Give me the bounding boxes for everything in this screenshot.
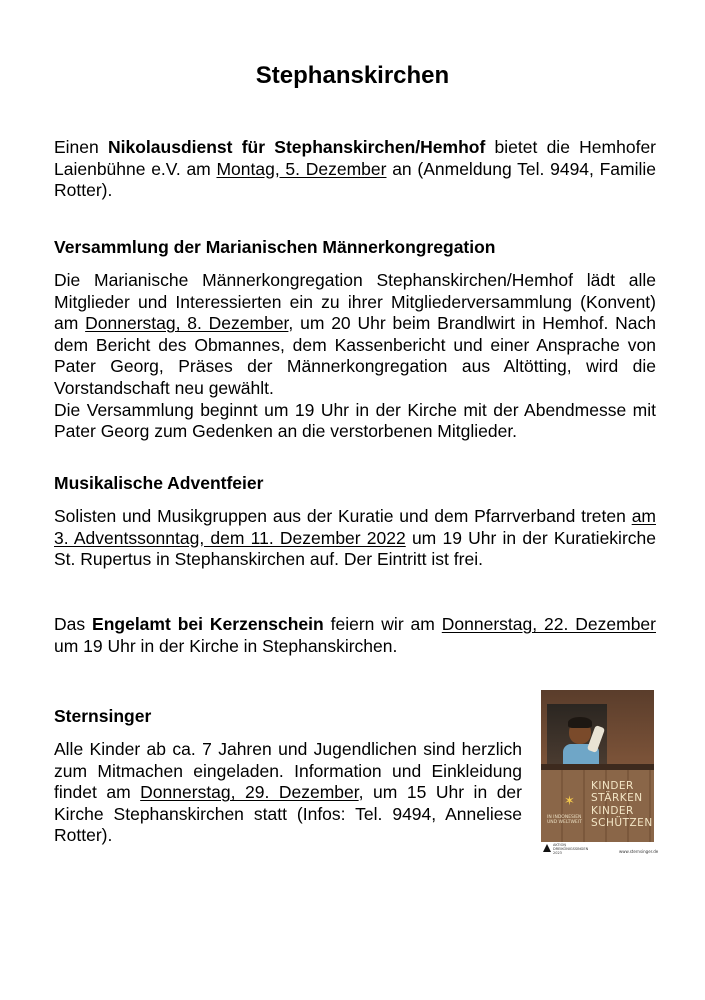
marian-paragraph: [54, 270, 656, 443]
poster-slogan-2b: SCHÜTZEN: [591, 817, 653, 829]
nikolaus-bold: Nikolausdienst für Stephanskirchen/Hemhof: [108, 137, 486, 157]
sternsinger-poster-image: [541, 690, 659, 858]
engelamt-date: Donnerstag, 22. Dezember: [441, 614, 656, 634]
star-icon: ✶: [564, 793, 575, 808]
engelamt-text-1: Das: [54, 614, 93, 634]
advent-paragraph: [54, 506, 656, 571]
nikolaus-text-2: bietet die Hemhofer Laienbühne e.V. am: [54, 137, 656, 179]
sternsinger-paragraph: [54, 739, 522, 847]
marian-heading: Versammlung der Marianischen Männerkongregation: [54, 237, 496, 257]
sternsinger-logo-icon: [543, 844, 551, 852]
poster-slogan-1a: KINDER: [591, 780, 634, 792]
poster-slogan-1: [591, 780, 651, 804]
marian-date: Donnerstag, 8. Dezember: [85, 313, 289, 334]
nikolaus-text-1: Einen: [54, 137, 108, 157]
nikolaus-date: Montag, 5. Dezember: [216, 158, 387, 179]
marian-text-1: Die Marianische Männerkongregation Stephanskirchen/Hemhof lädt alle Mitglieder und Interessierten ein zu ihrer Mitgliederversammlung (Konvent) am: [54, 270, 656, 334]
sternsinger-date: Donnerstag, 29. Dezember: [140, 782, 359, 803]
marian-text-2: , um 20 Uhr beim Brandlwirt in Hemhof. Nach dem Bericht des Obmannes, dem Kassenbericht und einer Ansprache von Pater Georg, Präses der Männerkongregation aus Altötting, wird die Vorstandschaft neu gewählt.: [54, 313, 656, 398]
engelamt-text-2: feiern wir am: [323, 614, 442, 634]
nikolaus-paragraph: [54, 137, 656, 202]
engelamt-paragraph: [54, 614, 656, 657]
sternsinger-text-1: Alle Kinder ab ca. 7 Jahren und Jugendlichen sind herzlich zum Mitmachen eingeladen. Information und Einkleidung findet am: [54, 739, 522, 803]
nikolaus-text-3: an (Anmeldung Tel. 9494, Familie Rotter).: [54, 158, 657, 201]
poster-slogan-2: [591, 805, 651, 829]
engelamt-bold: Engelamt bei Kerzenschein: [92, 614, 324, 634]
advent-date: am 3. Adventssonntag, dem 11. Dezember 2022: [54, 506, 656, 548]
engelamt-text-3: um 19 Uhr in der Kirche in Stephanskirchen.: [54, 635, 398, 656]
advent-text-1: Solisten und Musikgruppen aus der Kuratie und dem Pfarrverband treten: [54, 506, 632, 526]
advent-heading: Musikalische Adventfeier: [54, 473, 264, 493]
marian-text-3: Die Versammlung beginnt um 19 Uhr in der Kirche mit der Abendmesse mit Pater Georg zum Gedenken an die verstorbenen Mitglieder.: [54, 399, 656, 442]
sternsinger-heading: Sternsinger: [54, 706, 152, 726]
poster-photo: [541, 690, 654, 842]
poster-logo-text: AKTION DREIKÖNIGSSINGEN 2023: [553, 843, 589, 855]
poster-slogan-2a: KINDER: [591, 805, 634, 817]
poster-child-hair: [568, 717, 592, 728]
poster-small-text: IN INDONESIEN UND WELTWEIT: [547, 815, 582, 825]
poster-url: www.sternsinger.de: [619, 849, 659, 854]
advent-text-2: um 19 Uhr in der Kuratiekirche St. Rupertus in Stephanskirchen auf. Der Eintritt ist frei.: [54, 527, 656, 570]
page-title: Stephanskirchen: [255, 62, 450, 89]
poster-slogan-1b: STÄRKEN: [591, 792, 643, 804]
sternsinger-text-2: , um 15 Uhr in der Kirche Stephanskirchen statt (Infos: Tel. 9494, Anneliese Rotter).: [54, 782, 522, 846]
